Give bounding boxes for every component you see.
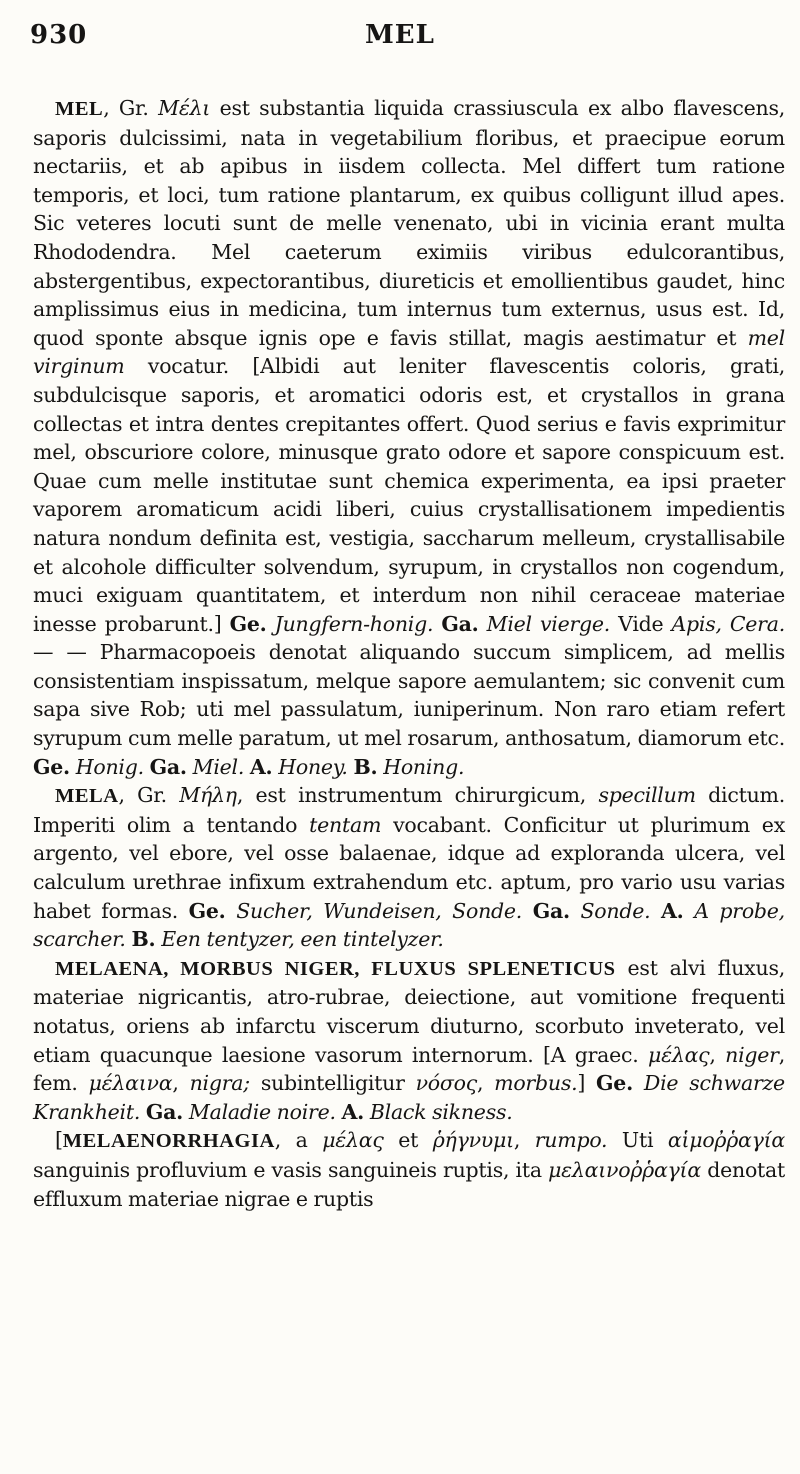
entry-mel (33, 94, 785, 781)
greek-text: αἱμοῤῥαγία (667, 1128, 785, 1153)
language-abbrev: Ga. (145, 1099, 184, 1124)
italic-text: Honey. (278, 754, 348, 779)
body-text: ] (577, 1071, 597, 1096)
body-text (684, 899, 695, 923)
entry-melaenorrhagia (33, 1126, 785, 1213)
body-text: , (513, 1128, 535, 1153)
language-abbrev: Ga. (441, 611, 479, 636)
body-text: et (383, 1128, 433, 1153)
body-text (633, 1071, 644, 1095)
italic-text: Honig. (75, 754, 144, 779)
body-text: , fem. (33, 1042, 785, 1096)
greek-text: μέλας (322, 1128, 384, 1153)
italic-text: Miel. (192, 754, 245, 779)
headword: MELAENORRHAGIA (62, 1130, 275, 1153)
body-text: , Gr. (118, 783, 180, 808)
language-abbrev: A. (661, 898, 684, 923)
body-text: , a (274, 1128, 323, 1153)
body-text: Uti (607, 1128, 668, 1153)
italic-text: rumpo. (534, 1128, 608, 1153)
body-text: est substantia liquida crassiuscula ex albo flavescens, saporis dulcissimi, nata in vegetabilium floribus, et praecipue eorum nectariis, et ab apibus in iisdem collecta. Mel differt tum ratione temporis, et loci, tum ratione plantarum, ex quibus colligunt illud apes. Sic veteres locuti sunt de melle venenato, ubi in vicinia erant multa Rhododendra. Mel caeterum eximiis viribus edulcorantibus, abstergentibus, expectorantibus, diureticis et emollientibus gaudet, hinc amplissimus eius in medicina, tum internus tum externus, usus est. Id, quod sponte absque ignis ope e favis stillat, magis aestimatur et (33, 96, 785, 350)
body-text: , (476, 1071, 495, 1096)
italic-text: nigra; (189, 1071, 250, 1096)
italic-text: tentam (309, 812, 382, 837)
italic-text: A probe, scarcher. (33, 898, 785, 952)
entry-melaena (33, 954, 785, 1127)
language-abbrev: Ga. (149, 754, 187, 779)
body-text (267, 612, 275, 636)
greek-text: Μέλι (158, 96, 211, 120)
body-text (650, 899, 661, 923)
body-text: sanguinis profluvium e vasis sanguineis ruptis, ita (33, 1157, 549, 1182)
body-text: denotat effluxum materiae nigrae e ruptis (33, 1157, 786, 1211)
greek-text: Μήλη (179, 783, 237, 808)
language-abbrev: A. (249, 754, 273, 779)
italic-text: Black sikness. (369, 1099, 513, 1124)
language-abbrev: Ge. (188, 898, 226, 923)
headword: MEL (55, 98, 104, 120)
italic-text: Een tentyzer, een tintelyzer. (161, 927, 444, 952)
italic-text: Miel vierge. (486, 611, 611, 636)
body-text: [ (55, 1128, 63, 1153)
italic-text: Sucher, Wundeisen, Sonde. (236, 898, 523, 923)
italic-text: Honing. (383, 754, 465, 779)
page-number: 930 (30, 20, 88, 50)
body-text (522, 899, 533, 923)
italic-text: Sonde. (580, 898, 651, 923)
italic-text: Maladie noire. (188, 1099, 336, 1124)
body-text: , (172, 1071, 190, 1096)
italic-text: Die schwarze Krankheit. (33, 1071, 785, 1124)
body-text (570, 899, 581, 923)
italic-text: niger (725, 1042, 779, 1067)
entry-mela (33, 781, 785, 954)
greek-text: μέλαινα (88, 1071, 173, 1096)
greek-text: ῥήγνυμι (432, 1128, 514, 1153)
headword: MELA (55, 785, 119, 808)
italic-text: Apis, Cera. (671, 611, 785, 636)
italic-text: morbus. (494, 1071, 578, 1096)
italic-text: mel virginum (33, 325, 785, 379)
body-text: vocatur. [Albidi aut leniter flavescentis coloris, grati, subdulcisque saporis, et aromatici odoris est, et crystallos in grana collectas et intra dentes crepitantes offert. Quod serius e favis exprimitur mel, obscuriore colore, minusque grato odore et sapore conspicuum est. Quae cum melle institutae sunt chemica experimenta, ea ipsi praeter vaporem aromaticum acidi liberi, cuius crystallisationem impedientis natura nondum definita est, vestigia, saccharum melleum, crystallisabile et alcohole difficulter solvendum, syrupum, in crystallos non cogendum, muci exiguam quantitatem, et interdum non nihil ceraceae materiae inesse probarunt.] (33, 354, 785, 636)
italic-text: specillum (598, 783, 696, 808)
greek-text: νόσος (415, 1071, 477, 1096)
italic-text: Jungfern-honig. (274, 611, 434, 636)
body-text: Vide (610, 611, 672, 636)
body-text (226, 899, 237, 923)
running-head: MEL (365, 20, 435, 50)
text-column (33, 94, 785, 1213)
body-text: vocabant. Conficitur ut plurimum ex argento, vel ebore, vel osse balaenae, idque ad exploranda ulcera, vel calculum urethrae infixum extrahendum etc. aptum, pro vario usu varias habet formas. (33, 812, 786, 923)
body-text: , est instrumentum chirurgicum, (236, 783, 599, 808)
language-abbrev: B. (353, 754, 378, 779)
body-text: subintelligitur (249, 1071, 416, 1096)
greek-text: μελαινοῤῥαγία (548, 1157, 701, 1182)
body-text: , Gr. (103, 96, 159, 120)
body-text: est alvi fluxus, materiae nigricantis, atro-rubrae, deiectione, aut vomitione frequenti notatus, oriens ab infarctu viscerum diuturno, scorbuto inveterato, vel etiam quacunque laesione vasorum internorum. [A graec. (33, 955, 785, 1067)
body-text: — — Pharmacopoeis denotat aliquando succum simplicem, ad mellis consistentiam inspissatum, melque sapore aemulantem; sic convenit cum sapa sive Rob; uti mel passulatum, iuniperinum. Non raro etiam refert syrupum cum melle paratum, ut mel rosarum, anthosatum, diamorum etc. (33, 640, 785, 751)
body-text: , (709, 1042, 726, 1067)
language-abbrev: Ge. (229, 611, 267, 636)
language-abbrev: Ge. (33, 754, 70, 779)
page-header (0, 20, 800, 60)
language-abbrev: A. (341, 1099, 365, 1124)
body-text: dictum. Imperiti olim a tentando (33, 783, 785, 837)
headword: MELAENA, MORBUS NIGER, FLUXUS SPLENETICUS (55, 957, 616, 980)
language-abbrev: Ge. (596, 1071, 633, 1096)
body-text (479, 612, 487, 636)
language-abbrev: B. (131, 927, 156, 952)
greek-text: μέλας (648, 1042, 710, 1067)
language-abbrev: Ga. (532, 898, 570, 923)
